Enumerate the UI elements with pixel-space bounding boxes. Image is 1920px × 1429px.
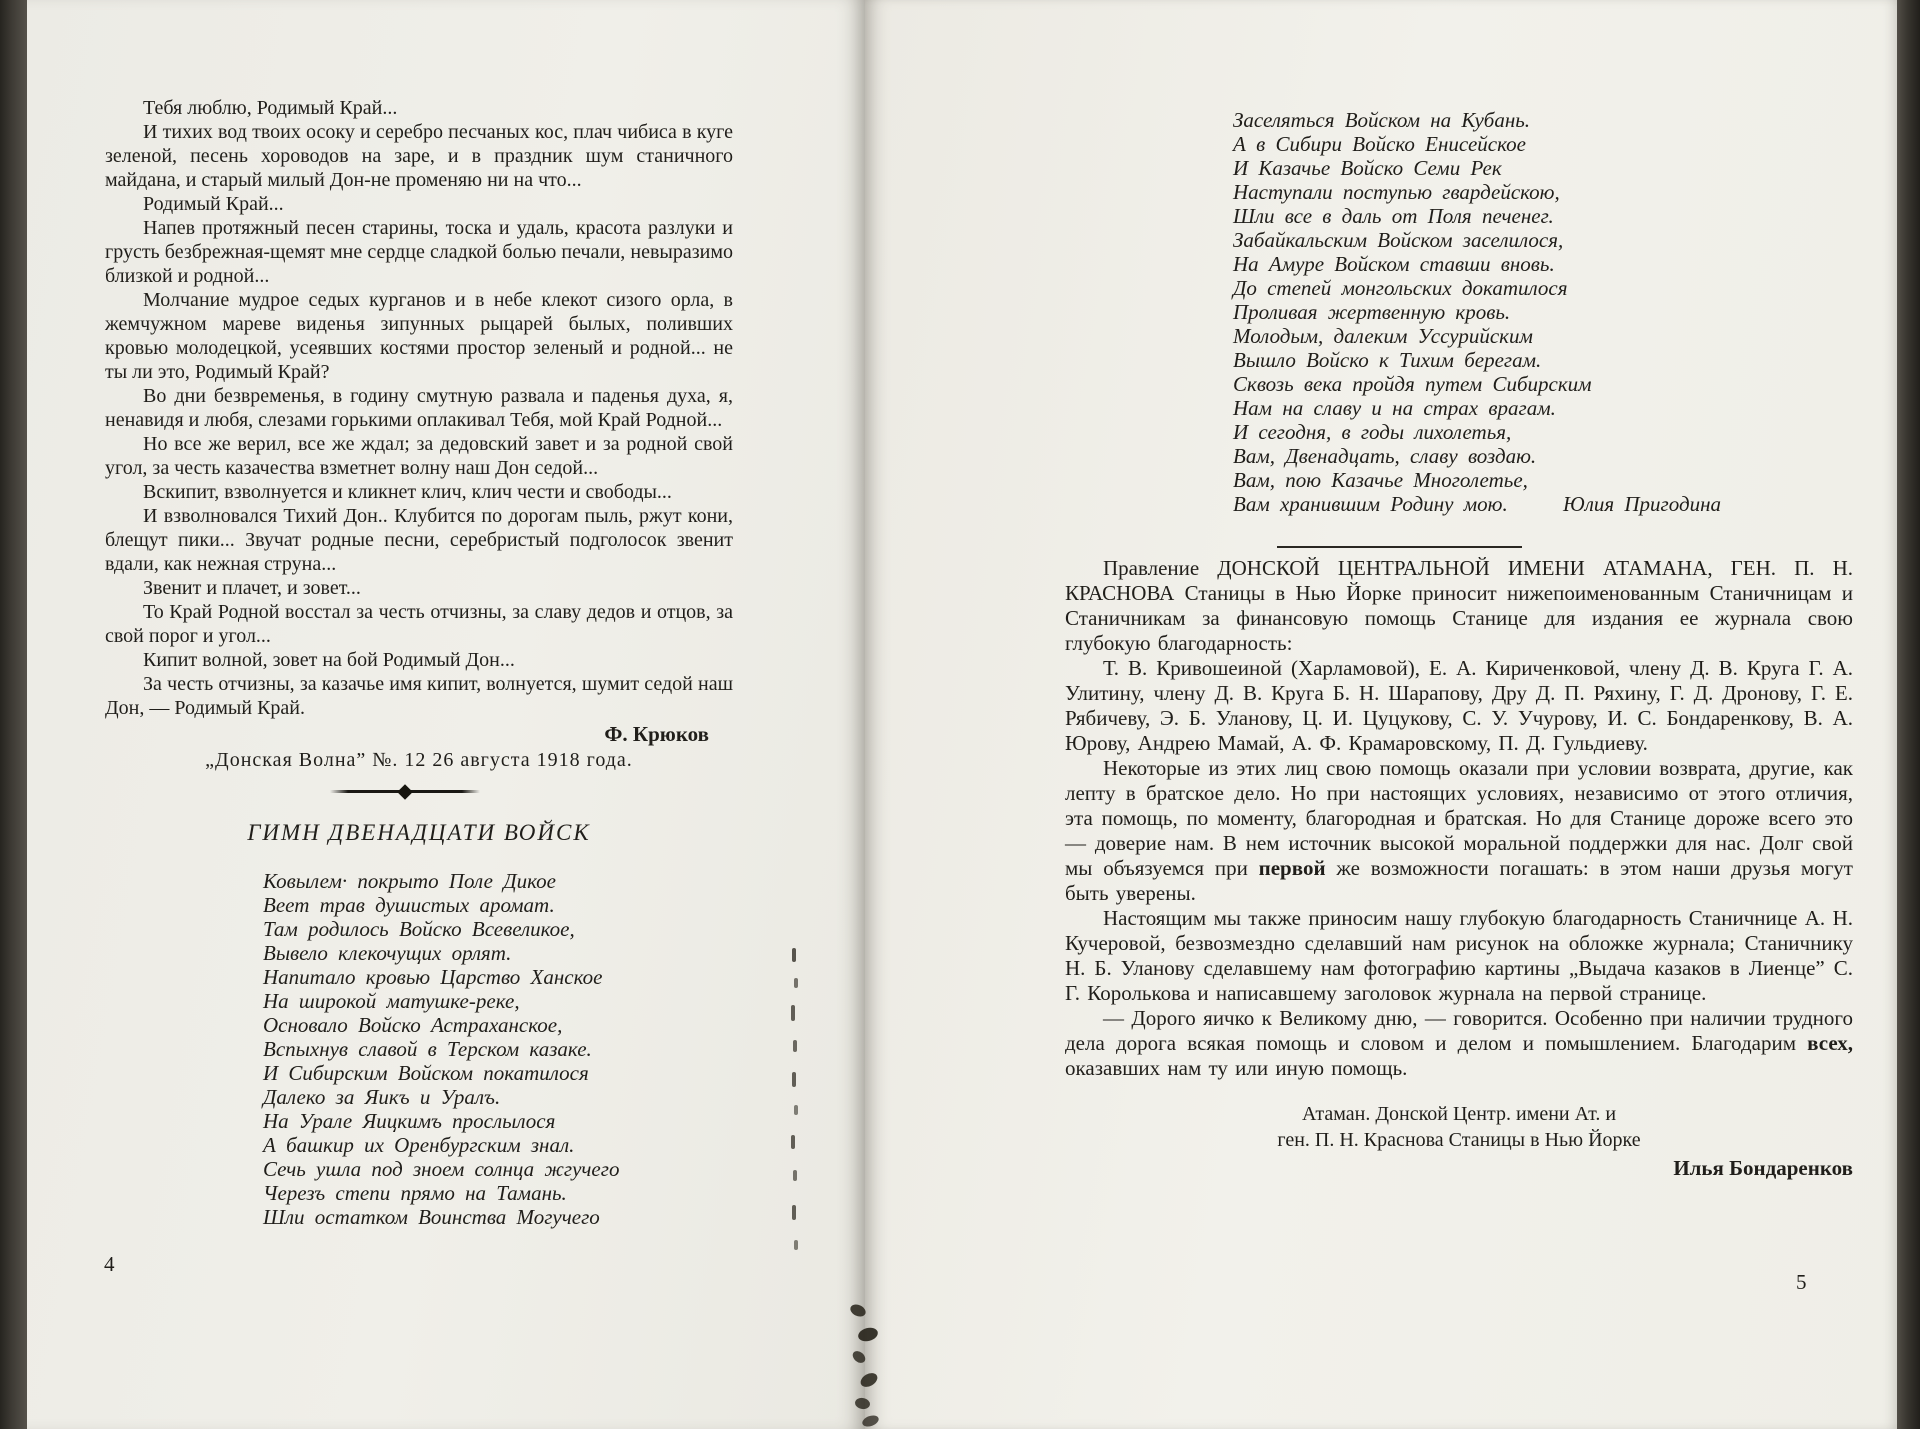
poem-line: Веет трав душистых аромат. [263,893,555,917]
paragraph: Во дни безвременья, в годину смутную развала и паденья духа, я, ненавидя и любя, слезами горькими оплакивал Тебя, мой Край Родной... [105,385,733,431]
author-signature: Ф. Крюков [604,722,709,746]
paragraph: Т. В. Кривошеиной (Харламовой), Е. А. Кириченковой, члену Д. В. Круга Г. А. Улитину, члену Д. В. Круга Б. Н. Шарапову, Дру Д. П. Ряхину, Г. Д. Дронову, Г. Е. Рябичеву, Э. Б. Уланову, Ц. И. Цуцукову, С. У. Учурову, И. С. Бондаренкову, В. А. Юрову, Андрею Мамай, А. Ф. Крамаровскому, П. Д. Гульдиеву. [1065,656,1853,755]
page-number-left: 4 [104,1252,115,1276]
paragraph: Но все же верил, все же ждал; за дедовский завет и за родной свой угол, за честь казачества взметнет волну наш Дон седой... [105,433,733,479]
paragraph: Вскипит, взволнуется и кликнет клич, клич чести и свободы... [143,481,672,503]
poem-line: Наступали поступью гвардейскою, [1233,180,1560,204]
closing-line: Атаман. Донской Центр. имени Ат. и [1301,1103,1617,1125]
poem-line: Далеко за Яикъ и Уралъ. [263,1085,501,1109]
poem-line: Вам хранившим Родину мою. [1233,492,1508,516]
page-number-right: 5 [1796,1270,1807,1294]
poem-attribution: Юлия Пригодина [1563,492,1721,516]
paragraph: — Дорого яичко к Великому дню, — говорится. Особенно при наличии трудного дела дорога всякая помощь и словом и делом и помышлением. Благодарим всех, оказавших нам ту или иную помощь. [1065,1006,1853,1080]
scan-speck [791,1135,795,1149]
poem-line: Там родилось Войско Всевеликое, [263,917,575,941]
poem-left-column [263,869,733,1229]
diamond-icon [397,784,413,800]
paragraph: Напев протяжный песен старины, тоска и удаль, красота разлуки и грусть безбрежная-щемят мне сердце сладкой болью печали, невыразимо близкой и родной... [105,217,733,287]
poem-line: А башкир их Оренбургским знал. [263,1133,575,1157]
poem-line: Вывело клекочущих орлят. [263,941,512,965]
poem-line: Молодым, далеким Уссурийским [1233,324,1533,348]
poem-right-column [1233,108,1853,516]
paragraph: И тихих вод твоих осоку и серебро песчаных кос, плач чибиса в куге зеленой, песень хороводов на заре, и в праздник шум станичного майдана, и старый милый Дон-не променяю ни на что... [105,121,733,191]
paragraph: За честь отчизны, за казачье имя кипит, волнуется, шумит седой наш Дон, — Родимый Край. [105,673,733,719]
page-left [27,0,865,1429]
scan-speck [794,978,798,988]
poem-line: Вам, Двенадцать, славу воздаю. [1233,444,1537,468]
poem-line: Шли все в даль от Поля печенег. [1233,204,1554,228]
poem-line: Нам на славу и на страх врагам. [1233,396,1556,420]
poem-title: ГИМН ДВЕНАДЦАТИ ВОЙСК [247,820,591,845]
scan-speck [794,1105,798,1115]
poem-line: На Урале Яицкимъ прослылося [263,1109,556,1133]
scan-speck [792,948,796,962]
poem-line: Вам, пою Казачье Многолетье, [1233,468,1528,492]
paragraph: Кипит волной, зовет на бой Родимый Дон... [143,649,515,671]
scan-edge-right [1897,0,1920,1429]
scan-speck [792,1205,796,1220]
paragraph: То Край Родной восстал за честь отчизны, за славу дедов и отцов, за свой порог и угол... [105,601,733,647]
scan-speck [793,1170,797,1181]
closing-attribution [1065,1101,1853,1153]
poem-line: Вышло Войско к Тихим берегам. [1233,348,1542,372]
poem-line: Основало Войско Астраханское, [263,1013,563,1037]
poem-line: На широкой матушке-реке, [263,989,520,1013]
paragraph: Молчание мудрое седых курганов и в небе клекот сизого орла, в жемчужном мареве виденья зипунных рыцарей былых, поливших кровью молодецкой, усеявших костями простор зеленый и родной... не ты ли это, Родимый Край? [105,289,733,383]
scan-edge-left [0,0,27,1429]
poem-line: А в Сибири Войско Енисейское [1233,132,1526,156]
paragraph: И взволновался Тихий Дон.. Клубится по дорогам пыль, ржут кони, блещут пики... Звучат родные песни, серебристый подголосок звенит вдали, как нежная струна... [105,505,733,575]
poem-line: И Сибирским Войском покатилося [263,1061,589,1085]
poem-line: На Амуре Войском ставши вновь. [1233,252,1555,276]
page-right-content [865,0,1897,1181]
paragraph: Тебя люблю, Родимый Край... [143,97,398,119]
poem-line: До степей монгольских докатилося [1233,276,1568,300]
closing-signature: Илья Бондаренков [1673,1156,1853,1180]
poem-line: Забайкальским Войском заселилося, [1233,228,1564,252]
divider-ornament [330,790,480,793]
paragraph: Звенит и плачет, и зовет... [143,577,361,599]
scan-speck [793,1040,797,1052]
closing-line: ген. П. Н. Краснова Станицы в Нью Йорке [1277,1129,1641,1151]
page-left-content [27,0,813,1229]
poem-line: Черезъ степи прямо на Тамань. [263,1181,567,1205]
paragraph: Правление ДОНСКОЙ ЦЕНТРАЛЬНОЙ ИМЕНИ АТАМАНА, ГЕН. П. Н. КРАСНОВА Станицы в Нью Йорке приносит нижепоименованным Станичницам и Станичникам за финансовую помощь Станице для издания ее журнала свою глубокую благодарность: [1065,556,1853,655]
poem-line: Сквозь века пройдя путем Сибирским [1233,372,1592,396]
source-citation: „Донская Волна” №. 12 26 августа 1918 года. [205,749,633,771]
poem-line: И сегодня, в годы лихолетья, [1233,420,1512,444]
poem-line: Вспыхнув славой в Терском казаке. [263,1037,592,1061]
poem-line: И Казачье Войско Семи Рек [1233,156,1502,180]
poem-line: Напитало кровью Царство Ханское [263,965,603,989]
section-rule [1277,546,1522,548]
page-right [865,0,1897,1429]
poem-line: Проливая жертвенную кровь. [1233,300,1511,324]
poem-line: Шли остатком Воинства Могучего [263,1205,600,1229]
scan-speck [792,1072,796,1087]
paragraph: Настоящим мы также приносим нашу глубокую благодарность Станичнице А. Н. Кучеровой, безвозмездно сделавший нам рисунок на обложке журнала; Станичнику Н. Б. Уланову сделавшему нам фотографию картины „Выдача казаков в Лиенце” С. Г. Королькова и написавшему заголовок журнала на первой странице. [1065,906,1853,1005]
poem-line: Заселяться Войском на Кубань. [1233,108,1531,132]
poem-line: Ковылем· покрыто Поле Дикое [263,869,556,893]
paragraph: Родимый Край... [143,193,284,215]
paragraph: Некоторые из этих лиц свою помощь оказали при условии возврата, другие, как лепту в братское дело. Но при настоящих условиях, независимо от этого отличия, эта помощь, по моменту, благородная и братская. Но для Станице дороже всего это — доверие нам. В нем источник высокой моральной поддержки для нас. Долг свой мы объязуемся при первой же возможности погашать: в этом наши друзья могут быть уверены. [1065,756,1853,905]
scan-speck [791,1005,795,1021]
scan-speck [794,1240,798,1250]
poem-line: Сечь ушла под зноем солнца жгучего [263,1157,620,1181]
